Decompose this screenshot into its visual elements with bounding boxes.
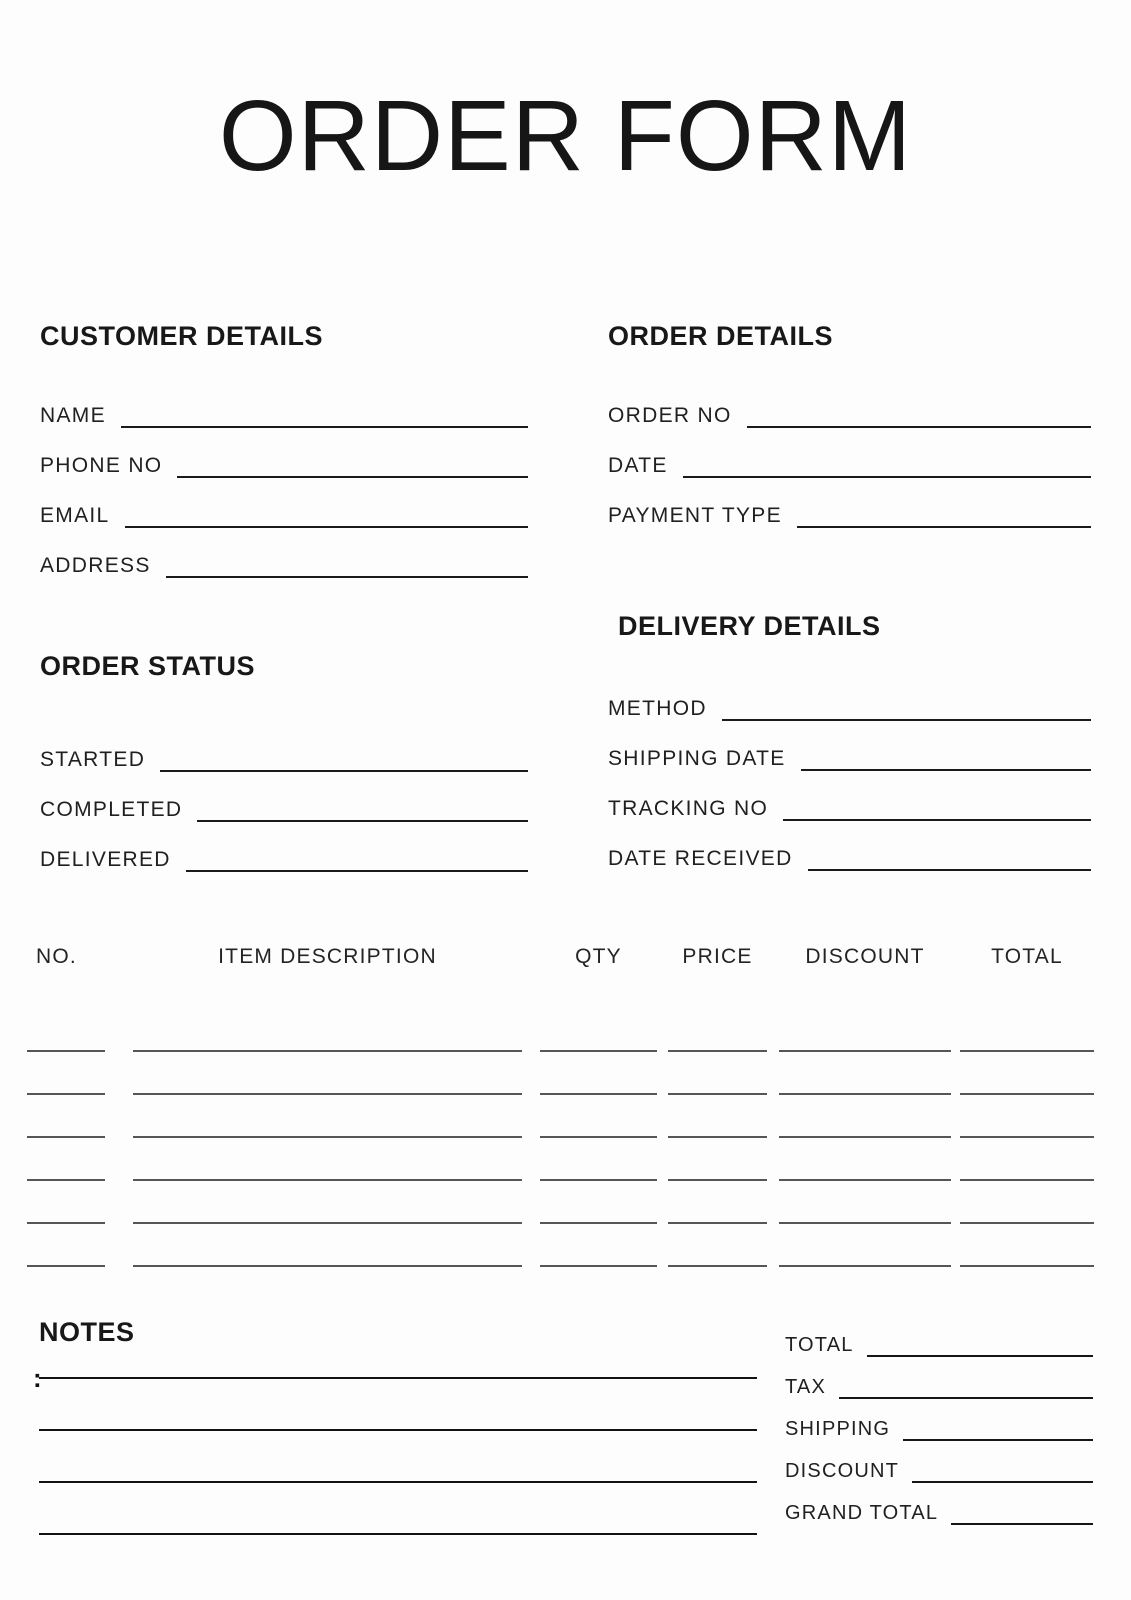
notes-line[interactable]: [39, 1431, 757, 1483]
field-line[interactable]: [951, 1515, 1093, 1525]
field-label: STARTED: [40, 748, 146, 772]
item-line[interactable]: [540, 1130, 657, 1138]
table-row: [27, 1052, 1094, 1095]
item-line[interactable]: [779, 1216, 951, 1224]
field-line[interactable]: [912, 1473, 1093, 1483]
order-details-heading: ORDER DETAILS: [608, 321, 834, 351]
field-label: PHONE NO: [40, 454, 163, 478]
customer-details-section: [40, 322, 528, 578]
page-title: ORDER FORM: [218, 80, 913, 192]
field-label: SHIPPING DATE: [608, 747, 786, 771]
item-line[interactable]: [133, 1044, 522, 1052]
field-label: DATE RECEIVED: [608, 847, 793, 871]
field-row-date: [608, 428, 1091, 478]
item-line[interactable]: [960, 1216, 1094, 1224]
field-label: TAX: [785, 1376, 827, 1398]
delivery-details-heading: DELIVERY DETAILS: [618, 611, 881, 641]
notes-line[interactable]: [39, 1346, 757, 1379]
item-line[interactable]: [668, 1087, 767, 1095]
field-label: PAYMENT TYPE: [608, 504, 782, 528]
item-line[interactable]: [133, 1087, 522, 1095]
field-row-payment-type: [608, 478, 1091, 528]
item-line[interactable]: [27, 1216, 105, 1224]
order-status-section: [40, 652, 528, 872]
item-line[interactable]: [133, 1259, 522, 1267]
table-row: [27, 1224, 1094, 1267]
field-label: COMPLETED: [40, 798, 183, 822]
item-line[interactable]: [779, 1259, 951, 1267]
notes-line[interactable]: [39, 1379, 757, 1431]
field-line[interactable]: [177, 468, 528, 478]
customer-details-fields: [40, 378, 528, 578]
item-line[interactable]: [960, 1044, 1094, 1052]
notes-line[interactable]: [39, 1483, 757, 1535]
item-line[interactable]: [668, 1216, 767, 1224]
field-line[interactable]: [160, 762, 528, 772]
field-line[interactable]: [801, 761, 1091, 771]
field-label: DATE: [608, 454, 668, 478]
column-header-price: PRICE: [682, 945, 753, 968]
order-details-fields: [608, 378, 1091, 528]
item-line[interactable]: [540, 1173, 657, 1181]
table-row: [27, 1138, 1094, 1181]
totals-row-discount: [785, 1448, 1093, 1490]
field-label: NAME: [40, 404, 106, 428]
item-line[interactable]: [540, 1087, 657, 1095]
item-line[interactable]: [960, 1130, 1094, 1138]
field-label: TRACKING NO: [608, 797, 769, 821]
delivery-details-section: [608, 612, 1091, 871]
field-label: DELIVERED: [40, 848, 171, 872]
item-line[interactable]: [668, 1130, 767, 1138]
field-line[interactable]: [747, 418, 1091, 428]
field-label: DISCOUNT: [785, 1460, 900, 1482]
notes-lines: [39, 1346, 757, 1535]
item-line[interactable]: [540, 1259, 657, 1267]
field-row-delivered: [40, 822, 528, 872]
item-line[interactable]: [27, 1259, 105, 1267]
field-label: GRAND TOTAL: [785, 1502, 939, 1524]
item-line[interactable]: [27, 1130, 105, 1138]
item-line[interactable]: [27, 1044, 105, 1052]
notes-heading: NOTES: [39, 1317, 135, 1347]
item-line[interactable]: [779, 1044, 951, 1052]
field-row-name: [40, 378, 528, 428]
item-line[interactable]: [668, 1044, 767, 1052]
field-row-email: [40, 478, 528, 528]
field-label: SHIPPING: [785, 1418, 891, 1440]
table-row: [27, 1009, 1094, 1052]
table-row: [27, 1181, 1094, 1224]
delivery-details-fields: [608, 671, 1091, 871]
item-line[interactable]: [779, 1130, 951, 1138]
notes-section: [33, 1317, 757, 1535]
field-line[interactable]: [121, 418, 528, 428]
items-table-header: [27, 945, 1094, 975]
field-line[interactable]: [808, 861, 1091, 871]
column-header-total: TOTAL: [991, 945, 1063, 968]
item-line[interactable]: [133, 1173, 522, 1181]
field-label: ORDER NO: [608, 404, 732, 428]
order-status-fields: [40, 722, 528, 872]
field-row-tracking-no: [608, 771, 1091, 821]
totals-section: [785, 1322, 1093, 1532]
field-line[interactable]: [186, 862, 528, 872]
field-line[interactable]: [722, 711, 1091, 721]
item-line[interactable]: [27, 1173, 105, 1181]
field-line[interactable]: [867, 1347, 1093, 1357]
column-header-item-description: ITEM DESCRIPTION: [218, 945, 437, 968]
field-label: METHOD: [608, 697, 707, 721]
item-line[interactable]: [668, 1173, 767, 1181]
table-row: [27, 1095, 1094, 1138]
notes-colon: :: [33, 1363, 42, 1393]
item-line[interactable]: [668, 1259, 767, 1267]
item-line[interactable]: [960, 1259, 1094, 1267]
item-line[interactable]: [779, 1173, 951, 1181]
column-header-no: NO.: [36, 945, 77, 968]
totals-row-grand-total: [785, 1490, 1093, 1532]
order-status-heading: ORDER STATUS: [40, 651, 255, 681]
item-line[interactable]: [27, 1087, 105, 1095]
field-line[interactable]: [903, 1431, 1093, 1441]
customer-details-heading: CUSTOMER DETAILS: [40, 321, 324, 351]
field-line[interactable]: [125, 518, 528, 528]
items-table-rows: [27, 1009, 1094, 1267]
item-line[interactable]: [133, 1130, 522, 1138]
field-row-address: [40, 528, 528, 578]
field-line[interactable]: [197, 812, 528, 822]
field-row-started: [40, 722, 528, 772]
item-line[interactable]: [540, 1216, 657, 1224]
column-header-discount: DISCOUNT: [805, 945, 925, 968]
field-row-order-no: [608, 378, 1091, 428]
field-row-shipping-date: [608, 721, 1091, 771]
column-header-qty: QTY: [575, 945, 622, 968]
field-label: EMAIL: [40, 504, 110, 528]
totals-row-shipping: [785, 1406, 1093, 1448]
field-line[interactable]: [683, 468, 1091, 478]
field-row-date-received: [608, 821, 1091, 871]
field-line[interactable]: [797, 518, 1091, 528]
totals-row-tax: [785, 1364, 1093, 1406]
field-row-method: [608, 671, 1091, 721]
item-line[interactable]: [960, 1173, 1094, 1181]
item-line[interactable]: [960, 1087, 1094, 1095]
field-label: ADDRESS: [40, 554, 151, 578]
item-line[interactable]: [540, 1044, 657, 1052]
field-line[interactable]: [839, 1389, 1093, 1399]
totals-row-total: [785, 1322, 1093, 1364]
item-line[interactable]: [779, 1087, 951, 1095]
field-line[interactable]: [783, 811, 1091, 821]
field-label: TOTAL: [785, 1334, 854, 1356]
field-line[interactable]: [166, 568, 528, 578]
order-details-section: [608, 322, 1091, 528]
item-line[interactable]: [133, 1216, 522, 1224]
field-row-completed: [40, 772, 528, 822]
field-row-phone-no: [40, 428, 528, 478]
items-table: [27, 945, 1094, 1267]
